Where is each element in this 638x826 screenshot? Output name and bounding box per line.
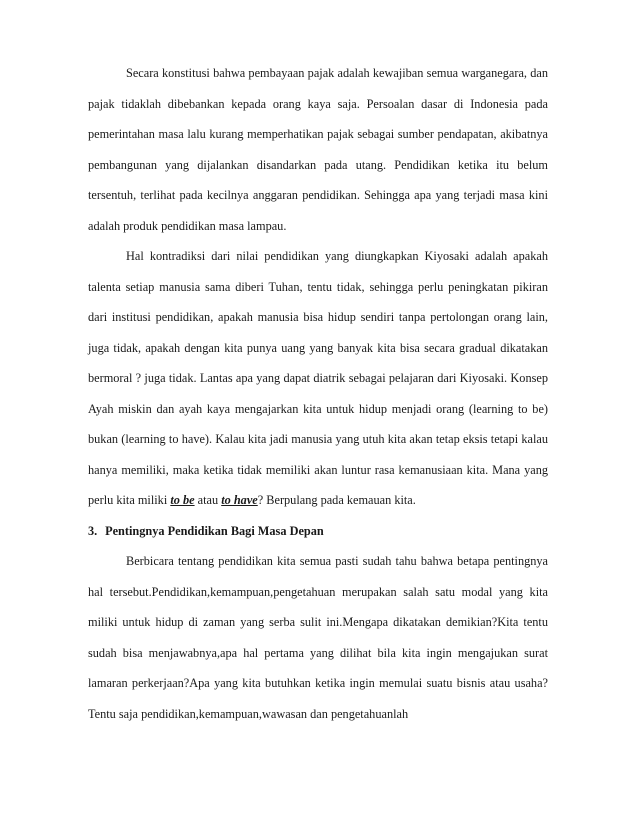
paragraph-kiyosaki-ending: ? Berpulang pada kemauan kita. bbox=[257, 493, 416, 507]
section-heading bbox=[88, 516, 548, 547]
paragraph-kiyosaki-connector: atau bbox=[194, 493, 222, 507]
paragraph-education: Berbicara tentang pendidikan kita semua pasti sudah tahu bahwa betapa pentingnya hal tersebut.Pendidikan,kemampuan,pengetahuan merupakan salah satu modal yang kita miliki untuk hidup di zaman yang serba sulit ini.Mengapa dikatakan demikian?Kita tentu sudah bisa menjawabnya,apa hal pertama yang dilihat bila kita ingin mengajukan surat lamaran perkerjaan?Apa yang kita butuhkan ketika ingin memulai suatu bisnis atau usaha?Tentu saja pendidikan,kemampuan,wawasan dan pengetahuanlah bbox=[88, 554, 548, 721]
document-page bbox=[88, 58, 548, 729]
section-title: Pentingnya Pendidikan Bagi Masa Depan bbox=[105, 523, 324, 538]
paragraph-tax: Secara konstitusi bahwa pembayaan pajak adalah kewajiban semua warganegara, dan pajak tidaklah dibebankan kepada orang kaya saja. Persoalan dasar di Indonesia pada pemerintahan masa lalu kurang memperhatikan pajak sebagai sumber pendapatan, akibatnya pembangunan yang dijalankan disandarkan pada utang. Pendidikan ketika itu belum tersentuh, terlihat pada kecilnya anggaran pendidikan. Sehingga apa yang terjadi masa kini adalah produk pendidikan masa lampau. bbox=[88, 66, 548, 233]
paragraph-kiyosaki bbox=[88, 241, 548, 516]
emphasis-to-have: to have bbox=[221, 493, 258, 507]
emphasis-to-be: to be bbox=[170, 493, 195, 507]
paragraph-kiyosaki-text: Hal kontradiksi dari nilai pendidikan yang diungkapkan Kiyosaki adalah apakah talenta setiap manusia sama diberi Tuhan, tentu tidak, sehingga perlu peningkatan pikiran dari institusi pendidikan, apakah manusia bisa hidup sendiri tanpa pertolongan orang lain, juga tidak, apakah dengan kita punya uang yang banyak kita bisa secara gradual dikatakan bermoral ? juga tidak. Lantas apa yang dapat diatrik sebagai pelajaran dari Kiyosaki. Konsep Ayah miskin dan ayah kaya mengajarkan kita untuk hidup menjadi orang (learning to be) bukan (learning to have). Kalau kita jadi manusia yang utuh kita akan tetap eksis tetapi kalau hanya memiliki, maka ketika tidak memiliki akan luntur rasa kemanusiaan kita. Mana yang perlu kita miliki bbox=[88, 249, 548, 507]
section-number: 3. bbox=[88, 523, 98, 538]
